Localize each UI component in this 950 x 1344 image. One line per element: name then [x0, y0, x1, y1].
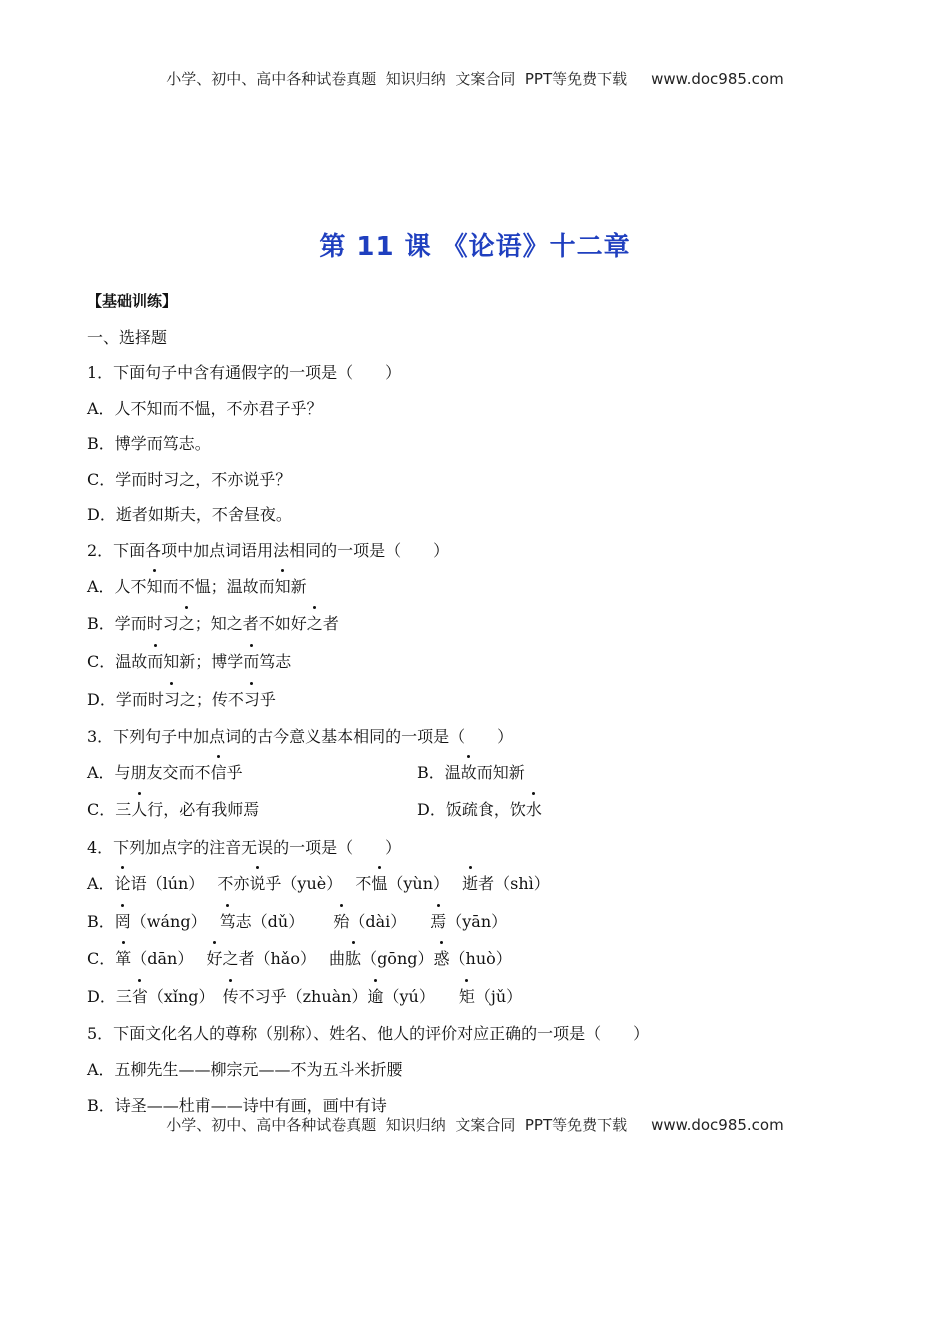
- option-text: （yú）: [383, 987, 459, 1006]
- option-text: A．人不: [87, 577, 147, 596]
- footer-text: 小学、初中、高中各种试卷真题 知识归纳 文案合同 PPT等免费下载: [166, 1116, 628, 1134]
- question-3-option-c[interactable]: [87, 800, 259, 819]
- question-1-option-d[interactable]: D．逝者如斯夫，不舍昼夜。: [87, 505, 292, 524]
- option-text: 不习乎（zhuàn）: [238, 987, 368, 1006]
- section-heading: 【基础训练】: [87, 292, 178, 310]
- option-text: 而不愠；温故而: [162, 577, 275, 596]
- question-2-stem: 2．下面各项中加点词语用法相同的一项是（ ）: [87, 541, 450, 560]
- dotted-word: 焉: [430, 909, 446, 932]
- dotted-word: 笃: [220, 909, 236, 932]
- question-2-option-a[interactable]: [87, 574, 307, 597]
- dotted-word: 逾: [367, 984, 383, 1007]
- option-text: D．饭疏食，饮: [417, 800, 526, 819]
- dotted-word: 罔: [115, 909, 131, 932]
- question-4-option-d[interactable]: [87, 984, 522, 1007]
- question-3-option-a[interactable]: [87, 763, 243, 782]
- dotted-word: 传: [223, 984, 239, 1007]
- option-text: A．与朋友交而不: [87, 763, 211, 782]
- question-1-option-a[interactable]: A．人不知而不愠，不亦君子乎？: [87, 399, 323, 418]
- option-text: （gōng）: [361, 949, 434, 968]
- question-2-option-c[interactable]: [87, 649, 291, 672]
- footer-site[interactable]: www.doc985.com: [651, 1116, 784, 1134]
- header-site[interactable]: www.doc985.com: [651, 70, 784, 88]
- question-4-option-b[interactable]: [87, 909, 507, 932]
- question-3-row-2: [87, 797, 867, 820]
- option-text: 行，必有我师焉: [147, 800, 260, 819]
- page-title: 第 11 课 《论语》十二章: [319, 232, 631, 262]
- question-3-option-b[interactable]: [417, 760, 525, 783]
- option-text: ；知之者不如好: [194, 614, 307, 633]
- dotted-word: 逝: [462, 871, 478, 894]
- option-text: （yùn）: [387, 874, 463, 893]
- option-text: C．: [87, 949, 116, 968]
- page-footer: [0, 1114, 950, 1135]
- dotted-word: 故: [461, 760, 477, 783]
- option-text: 知新；博学: [163, 652, 244, 671]
- question-1-option-c[interactable]: C．学而时习之，不亦说乎？: [87, 470, 292, 489]
- dotted-word: 愠: [371, 871, 387, 894]
- option-text: 之者（hǎo） 曲: [222, 949, 346, 968]
- option-text: 者（shì）: [478, 874, 550, 893]
- dotted-word: 箪: [115, 946, 131, 969]
- option-text: （jǔ）: [474, 987, 523, 1006]
- question-5-option-a[interactable]: A．五柳先生——柳宗元——不为五斗米折腰: [87, 1060, 403, 1079]
- header-text: 小学、初中、高中各种试卷真题 知识归纳 文案合同 PPT等免费下载: [166, 70, 628, 88]
- dotted-word: 省: [132, 984, 148, 1007]
- option-text: A．: [87, 874, 115, 893]
- option-text: （dān）: [131, 949, 207, 968]
- option-text: 乎: [259, 690, 276, 709]
- option-text: 者: [322, 614, 339, 633]
- dotted-word: 之: [179, 611, 195, 634]
- dotted-word: 人: [131, 797, 147, 820]
- question-2-option-b[interactable]: [87, 611, 339, 634]
- option-text: 语（lún） 不亦: [130, 874, 250, 893]
- part-heading: 一、选择题: [87, 328, 168, 347]
- option-text: B．温: [417, 763, 461, 782]
- dotted-word: 习: [164, 687, 180, 710]
- option-text: （yān）: [446, 912, 508, 931]
- question-5-stem: 5．下面文化名人的尊称（别称）、姓名、他人的评价对应正确的一项是（ ）: [87, 1024, 650, 1043]
- question-3-option-d[interactable]: [417, 797, 542, 820]
- option-text: （dài）: [349, 912, 431, 931]
- option-text: 乎（yuè） 不: [265, 874, 372, 893]
- dotted-word: 说: [249, 871, 265, 894]
- option-text: （xǐng）: [147, 987, 223, 1006]
- dotted-word: 水: [526, 797, 542, 820]
- dotted-word: 矩: [459, 984, 475, 1007]
- option-text: B．学而时习: [87, 614, 179, 633]
- option-text: 而知新: [476, 763, 525, 782]
- dotted-word: 肱: [345, 946, 361, 969]
- dotted-word: 殆: [333, 909, 349, 932]
- option-text: B．: [87, 912, 115, 931]
- option-text: 乎: [226, 763, 243, 782]
- option-text: （huò）: [449, 949, 512, 968]
- question-3-row-1: [87, 760, 867, 783]
- question-1-stem: 1．下面句子中含有通假字的一项是（ ）: [87, 363, 402, 382]
- option-text: D．学而时: [87, 690, 164, 709]
- question-4-option-c[interactable]: [87, 946, 512, 969]
- question-5-option-b[interactable]: B．诗圣——杜甫——诗中有画，画中有诗: [87, 1096, 387, 1115]
- dotted-word: 论: [115, 871, 131, 894]
- dotted-word: 习: [244, 687, 260, 710]
- dotted-word: 而: [243, 649, 259, 672]
- dotted-word: 之: [307, 611, 323, 634]
- dotted-word: 好: [206, 946, 222, 969]
- dotted-word: 而: [147, 649, 163, 672]
- option-text: D．三: [87, 987, 132, 1006]
- question-2-option-d[interactable]: [87, 687, 276, 710]
- option-text: 之；传不: [179, 690, 244, 709]
- page-header: [0, 68, 950, 89]
- option-text: C．温故: [87, 652, 148, 671]
- option-text: C．三: [87, 800, 132, 819]
- question-3-stem: 3．下列句子中加点词的古今意义基本相同的一项是（ ）: [87, 727, 514, 746]
- option-text: 志（dǔ）: [235, 912, 334, 931]
- option-text: （wáng）: [130, 912, 220, 931]
- dotted-word: 惑: [434, 946, 450, 969]
- option-text: 新: [290, 577, 307, 596]
- dotted-word: 信: [211, 760, 227, 783]
- dotted-word: 知: [147, 574, 163, 597]
- question-4-option-a[interactable]: [87, 871, 550, 894]
- dotted-word: 知: [275, 574, 291, 597]
- option-text: 笃志: [259, 652, 292, 671]
- question-4-stem: 4．下列加点字的注音无误的一项是（ ）: [87, 838, 402, 857]
- question-1-option-b[interactable]: B．博学而笃志。: [87, 434, 211, 453]
